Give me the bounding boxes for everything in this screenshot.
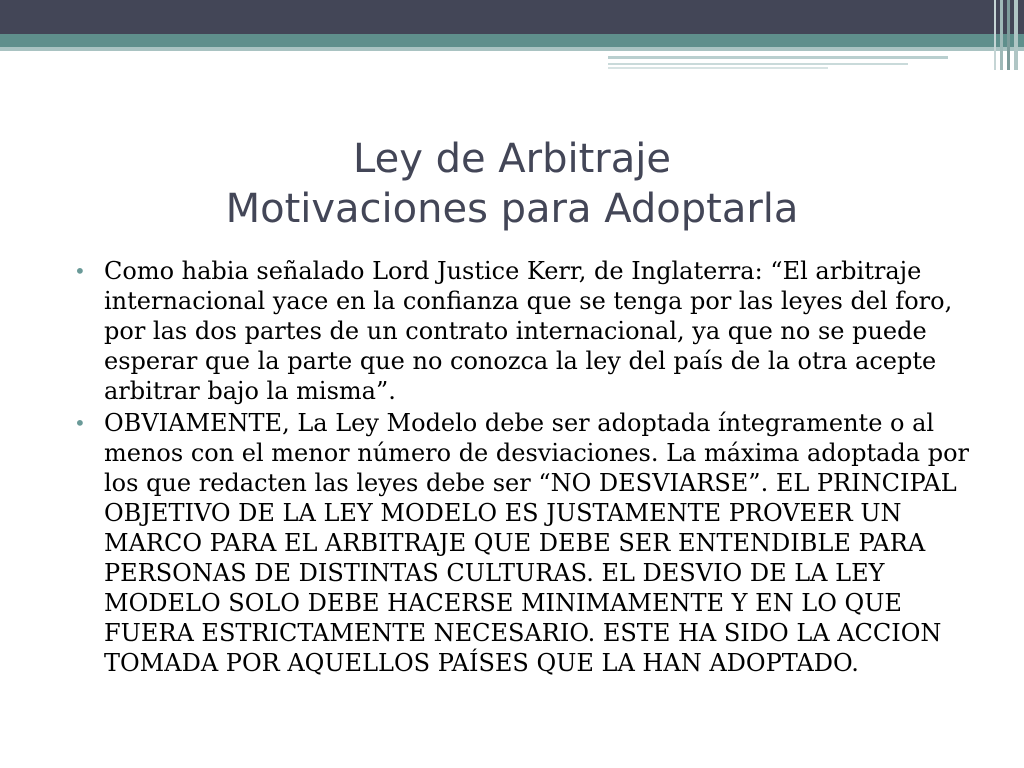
vertical-bar — [1007, 0, 1010, 70]
bullet-icon: • — [74, 259, 86, 283]
header-band-light — [0, 47, 1024, 51]
slide-title-line2: Motivaciones para Adoptarla — [225, 186, 799, 232]
bullet-text: OBVIAMENTE, La Ley Modelo debe ser adoptada íntegramente o al menos con el menor número de desviaciones. La máxima adoptada por los que redacten las leyes debe ser “NO DESVIARSE”. EL PRINCIPAL OBJETIVO DE LA LEY MODELO ES JUSTAMENTE PROVEER UN MARCO PARA EL ARBITRAJE QUE DEBE SER ENTENDIBLE PARA PERSONAS DE DISTINTAS CULTURAS. EL DESVIO DE LA LEY MODELO SOLO DEBE HACERSE MINIMAMENTE Y EN LO QUE FUERA ESTRICTAMENTE NECESARIO. ESTE HA SIDO LA ACCION TOMADA POR AQUELLOS PAÍSES QUE LA HAN ADOPTADO. — [104, 409, 969, 677]
vertical-bar — [994, 0, 996, 70]
header-stripe — [608, 56, 948, 59]
bullet-item — [74, 408, 974, 678]
vertical-bar — [1000, 0, 1003, 70]
header-stripe — [608, 67, 828, 69]
bullet-text: Como habia señalado Lord Justice Kerr, de Inglaterra: “El arbitraje internacional yace en la confianza que se tenga por las leyes del foro, por las dos partes de un contrato internacional, ya que no se puede esperar que la parte que no conozca la ley del país de la otra acepte arbitrar bajo la misma”. — [104, 257, 953, 405]
header-band-dark — [0, 0, 1024, 34]
vertical-bar — [1014, 0, 1018, 70]
bullet-list — [74, 256, 974, 678]
header-band-teal — [0, 34, 1024, 47]
slide-title — [0, 134, 1024, 234]
bullet-icon: • — [74, 411, 86, 435]
header-vertical-bars — [990, 0, 1024, 70]
bullet-item — [74, 256, 974, 406]
slide-title-line1: Ley de Arbitraje — [353, 136, 671, 182]
header-stripe — [608, 63, 908, 65]
